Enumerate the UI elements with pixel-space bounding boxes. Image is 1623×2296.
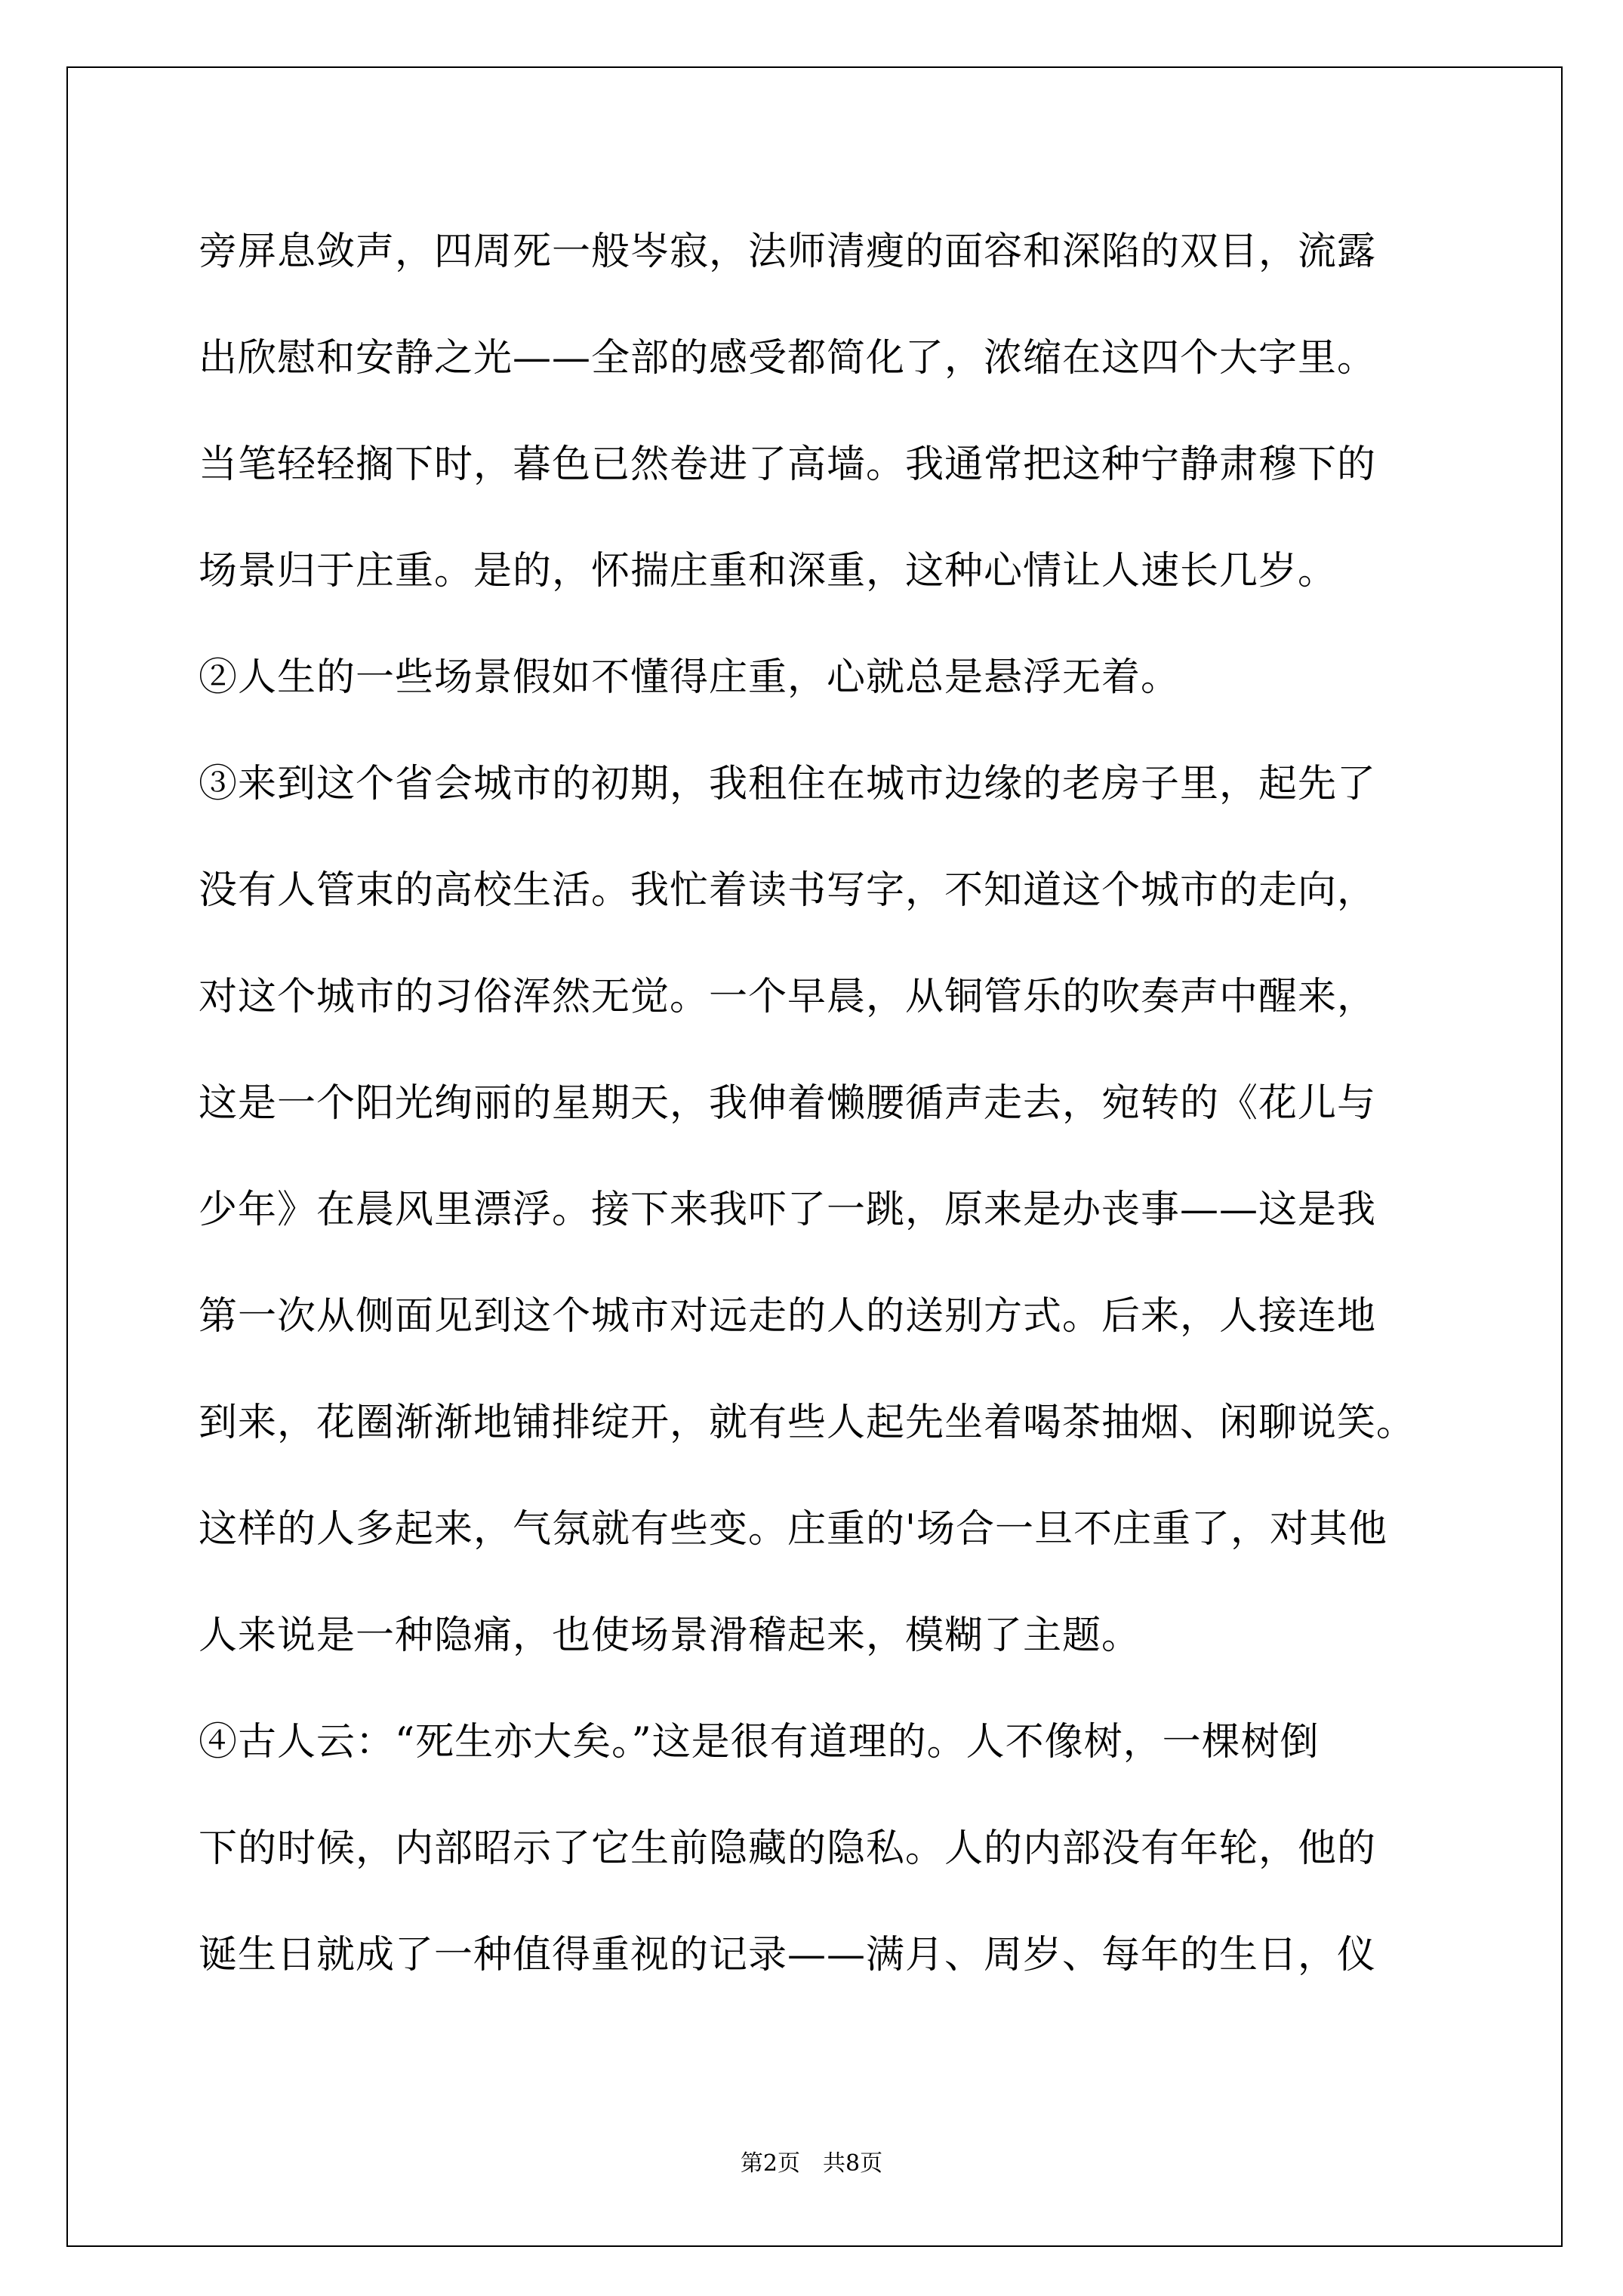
- text-line: 当笔轻轻搁下时，暮色已然卷进了高墙。我通常把这种宁静肃穆下的: [199, 442, 1377, 487]
- text-line: ④古人云：“死生亦大矣。”这是很有道理的。人不像树，一棵树倒: [199, 1720, 1320, 1764]
- page-border: [66, 66, 1563, 2247]
- text-line: 没有人管束的高校生活。我忙着读书写字，不知道这个城市的走向，: [199, 868, 1377, 913]
- text-line: 场景归于庄重。是的，怀揣庄重和深重，这种心情让人速长几岁。: [199, 549, 1338, 593]
- page-number: 第2页 共8页: [740, 2150, 883, 2177]
- text-line: 旁屏息敛声，四周死一般岑寂，法师清瘦的面容和深陷的双目，流露: [199, 230, 1377, 274]
- text-line: 少年》在晨风里漂浮。接下来我吓了一跳，原来是办丧事——这是我: [199, 1188, 1377, 1232]
- text-line: ③来到这个省会城市的初期，我租住在城市边缘的老房子里，起先了: [199, 762, 1377, 806]
- text-line: 这样的人多起来，气氛就有些变。庄重的'场合一旦不庄重了，对其他: [199, 1507, 1388, 1552]
- text-line: 出欣慰和安静之光——全部的感受都简化了，浓缩在这四个大字里。: [199, 336, 1377, 381]
- text-line: 人来说是一种隐痛，也使场景滑稽起来，模糊了主题。: [199, 1613, 1141, 1658]
- text-line: 对这个城市的习俗浑然无觉。一个早晨，从铜管乐的吹奏声中醒来，: [199, 975, 1377, 1019]
- text-line: 下的时候，内部昭示了它生前隐藏的隐私。人的内部没有年轮，他的: [199, 1826, 1377, 1871]
- text-line: 诞生日就成了一种值得重视的记录——满月、周岁、每年的生日，仪: [199, 1933, 1377, 1977]
- text-line: 到来，花圈渐渐地铺排绽开，就有些人起先坐着喝茶抽烟、闲聊说笑。: [199, 1401, 1416, 1445]
- text-line: ②人生的一些场景假如不懂得庄重，心就总是悬浮无着。: [199, 655, 1181, 700]
- text-line: 这是一个阳光绚丽的星期天，我伸着懒腰循声走去，宛转的《花儿与: [199, 1081, 1377, 1126]
- text-line: 第一次从侧面见到这个城市对远走的人的送别方式。后来，人接连地: [199, 1294, 1377, 1339]
